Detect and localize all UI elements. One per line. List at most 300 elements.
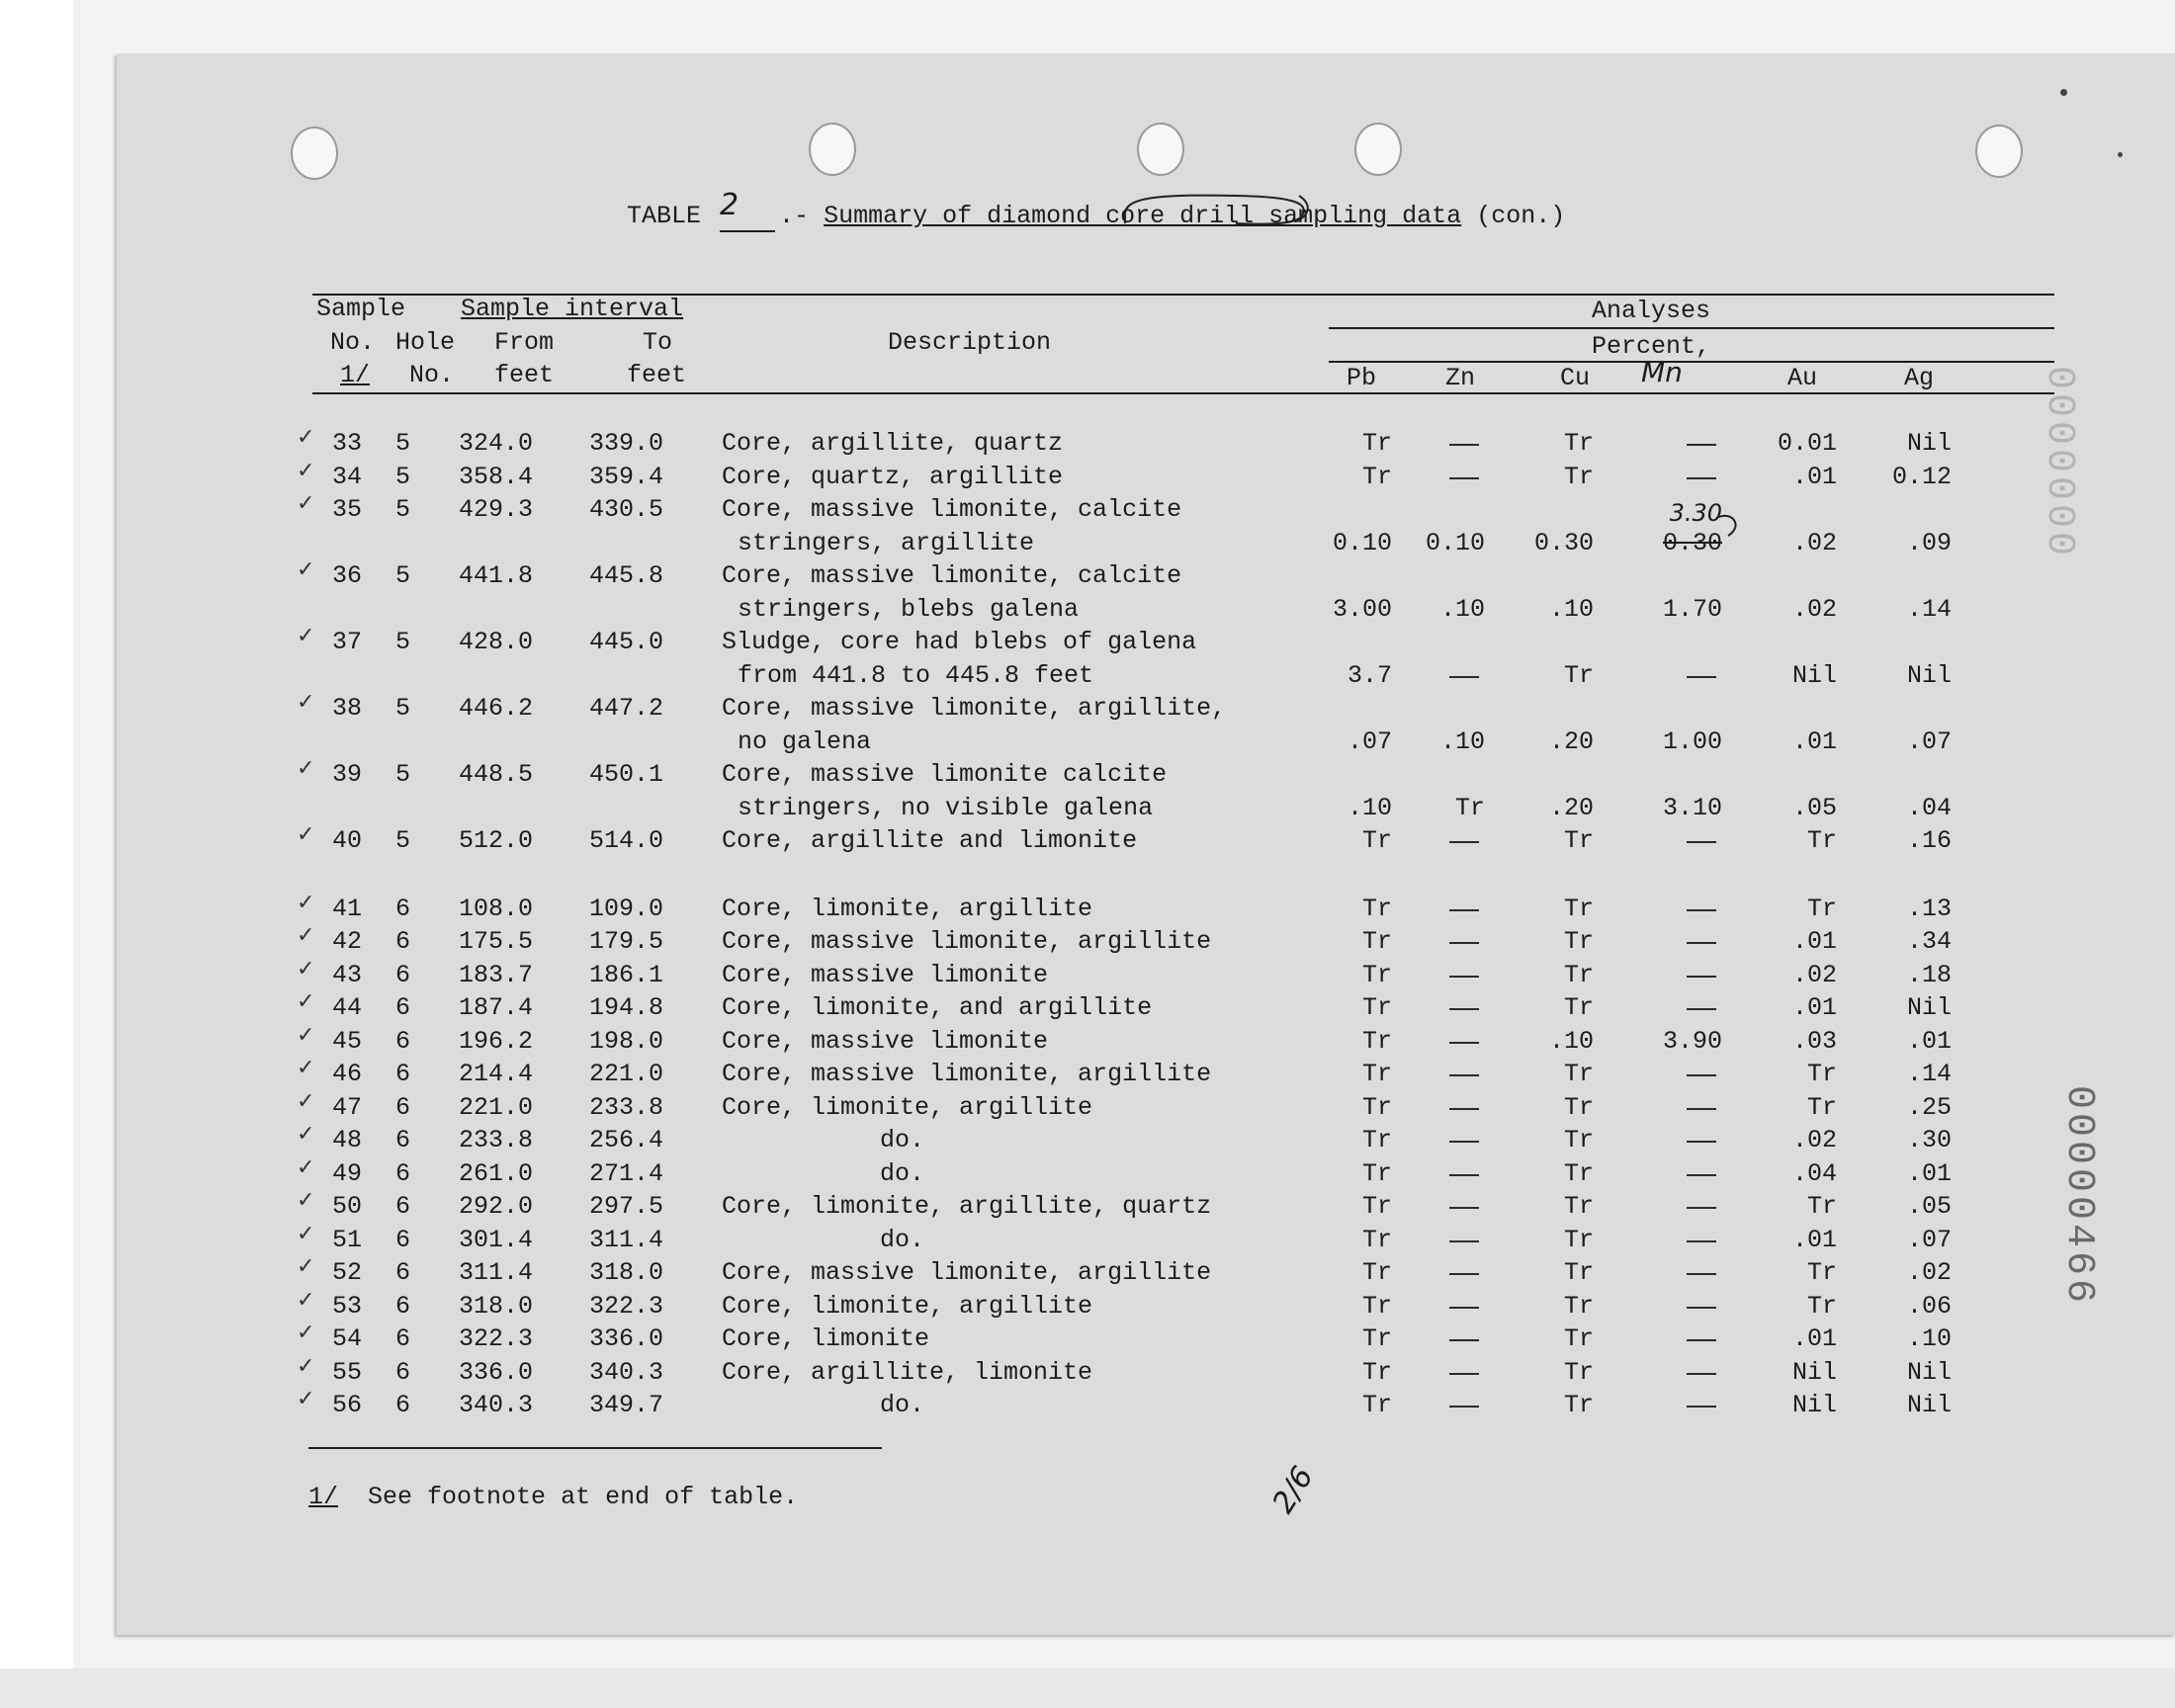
zn-dash [1449, 676, 1479, 678]
ag-value: .25 [1906, 1092, 1952, 1122]
hole-no: 5 [395, 760, 411, 789]
zn-value: .10 [1439, 594, 1485, 624]
hole-no: 6 [395, 960, 411, 989]
header-hole: Hole [395, 328, 456, 357]
to-feet: 194.8 [589, 993, 664, 1023]
hole-no: 6 [395, 927, 411, 957]
cu-value: Tr [1563, 993, 1594, 1023]
from-feet: 429.3 [459, 495, 534, 524]
au-value: .02 [1791, 960, 1837, 989]
pb-value: Tr [1361, 429, 1392, 458]
pb-value: Tr [1361, 1324, 1392, 1354]
to-feet: 297.5 [589, 1192, 664, 1222]
ag-value: 0.12 [1891, 462, 1952, 491]
mn-dash [1687, 1273, 1716, 1275]
punch-hole [809, 123, 856, 176]
mn-dash [1687, 477, 1716, 479]
hole-no: 6 [395, 1158, 411, 1188]
zn-dash [1449, 444, 1479, 446]
from-feet: 512.0 [459, 826, 534, 855]
cu-value: Tr [1563, 1324, 1594, 1354]
from-feet: 336.0 [459, 1357, 534, 1387]
description-line: Core, limonite, argillite [722, 1291, 1093, 1321]
mn-dash [1687, 1074, 1716, 1076]
hole-no: 6 [395, 1126, 411, 1155]
description-line: Core, massive limonite, calcite [722, 561, 1182, 590]
header-to: To [643, 328, 673, 357]
from-feet: 318.0 [459, 1291, 534, 1321]
punch-hole [291, 127, 338, 180]
sample-no: 49 [332, 1158, 363, 1188]
to-feet: 179.5 [589, 927, 664, 957]
header-bottom-rule [312, 392, 2054, 394]
analyses-rule [1329, 327, 2054, 329]
check-mark-icon: ✓ [297, 1188, 315, 1214]
to-feet: 339.0 [589, 429, 664, 458]
description-line: Core, limonite, argillite, quartz [722, 1192, 1212, 1222]
ag-value: .14 [1906, 1060, 1952, 1089]
zn-dash [1449, 1307, 1479, 1309]
check-mark-icon: ✓ [297, 1056, 315, 1081]
cu-value: .10 [1548, 594, 1594, 624]
sample-no: 39 [332, 760, 363, 789]
pb-value: 3.7 [1347, 660, 1392, 690]
mn-dash [1687, 1373, 1716, 1375]
sample-no: 37 [332, 628, 363, 656]
cu-value: Tr [1563, 1225, 1594, 1254]
mn-dash [1687, 942, 1716, 944]
ag-value: .07 [1906, 726, 1952, 756]
sample-no: 40 [332, 826, 363, 855]
check-mark-icon: ✓ [297, 557, 315, 582]
au-value: .01 [1791, 726, 1837, 756]
au-value: .02 [1791, 594, 1837, 624]
ag-value: .01 [1906, 1158, 1952, 1188]
title-label: TABLE [627, 202, 702, 230]
footnote-text: See footnote at end of table. [368, 1483, 799, 1511]
to-feet: 109.0 [589, 894, 664, 923]
mn-dash [1687, 1240, 1716, 1242]
header-analyses: Analyses [1592, 297, 1711, 325]
footnote-rule [308, 1447, 882, 1449]
check-mark-icon: ✓ [297, 822, 315, 847]
au-value: .04 [1791, 1158, 1837, 1188]
hole-no: 5 [395, 495, 411, 524]
title-separator: .- [779, 202, 810, 230]
pb-value: Tr [1361, 927, 1392, 957]
sample-no: 33 [332, 429, 363, 458]
to-feet: 221.0 [589, 1060, 664, 1089]
zn-dash [1449, 477, 1479, 479]
cu-value: Tr [1563, 1391, 1594, 1420]
au-value: Tr [1806, 1258, 1837, 1288]
description-line: Core, massive limonite [722, 960, 1049, 989]
mn-value: 3.90 [1662, 1026, 1722, 1056]
header-percent: Percent, [1592, 332, 1711, 361]
sample-no: 43 [332, 960, 363, 989]
hole-no: 5 [395, 561, 411, 590]
to-feet: 186.1 [589, 960, 664, 989]
cu-value: Tr [1563, 1092, 1594, 1122]
check-mark-icon: ✓ [297, 756, 315, 781]
mn-value: 1.00 [1662, 726, 1722, 756]
from-feet: 301.4 [459, 1225, 534, 1254]
ag-value: .30 [1906, 1126, 1952, 1155]
pb-value: Tr [1361, 462, 1392, 491]
cu-value: Tr [1563, 1357, 1594, 1387]
table-title [627, 188, 1566, 232]
to-feet: 340.3 [589, 1357, 664, 1387]
check-mark-icon: ✓ [297, 1353, 315, 1379]
description-line: Core, argillite, quartz [722, 429, 1064, 458]
cu-value: .10 [1548, 1026, 1594, 1056]
sample-no: 55 [332, 1357, 363, 1387]
au-value: .05 [1791, 793, 1837, 822]
ag-value: Nil [1906, 1357, 1952, 1387]
to-feet: 359.4 [589, 462, 664, 491]
check-mark-icon: ✓ [297, 989, 315, 1015]
header-sample-footnote: 1/ [340, 361, 371, 389]
pb-value: Tr [1361, 1158, 1392, 1188]
description-line: Core, massive limonite, argillite [722, 1258, 1212, 1288]
ag-value: .18 [1906, 960, 1952, 989]
to-feet: 430.5 [589, 495, 664, 524]
zn-value: .10 [1439, 726, 1485, 756]
mn-value: 0.30 [1662, 528, 1722, 557]
header-from: From [494, 328, 555, 357]
pb-value: Tr [1361, 1126, 1392, 1155]
mn-dash [1687, 1141, 1716, 1143]
pb-value: Tr [1361, 1026, 1392, 1056]
cu-value: Tr [1563, 1158, 1594, 1188]
description-line: Core, argillite, limonite [722, 1357, 1093, 1387]
from-feet: 358.4 [459, 462, 534, 491]
hole-no: 6 [395, 1225, 411, 1254]
hole-no: 6 [395, 1192, 411, 1222]
au-value: Nil [1791, 1391, 1837, 1420]
from-feet: 233.8 [459, 1126, 534, 1155]
description-line: Core, massive limonite calcite [722, 760, 1168, 789]
zn-dash [1449, 1141, 1479, 1143]
check-mark-icon: ✓ [297, 425, 315, 450]
description-line: Core, quartz, argillite [722, 462, 1064, 491]
description-line: do. [880, 1225, 925, 1254]
header-to-unit: feet [627, 361, 687, 389]
mn-dash [1687, 1406, 1716, 1408]
mn-dash [1687, 976, 1716, 978]
to-feet: 311.4 [589, 1225, 664, 1254]
pb-value: 3.00 [1332, 594, 1392, 624]
zn-value: 0.10 [1425, 528, 1485, 557]
cu-value: Tr [1563, 1291, 1594, 1321]
pb-value: Tr [1361, 826, 1392, 855]
zn-dash [1449, 1406, 1479, 1408]
header-sample: Sample [316, 295, 406, 323]
header-mn: Mn [1641, 356, 1683, 388]
au-value: .01 [1791, 1324, 1837, 1354]
from-feet: 196.2 [459, 1026, 534, 1056]
to-feet: 256.4 [589, 1126, 664, 1155]
handwritten-page-mark: 2/6 [1265, 1460, 1321, 1520]
description-line: Core, massive limonite, argillite [722, 927, 1212, 957]
description-line: stringers, no visible galena [738, 793, 1154, 822]
to-feet: 271.4 [589, 1158, 664, 1188]
cu-value: Tr [1563, 429, 1594, 458]
to-feet: 450.1 [589, 760, 664, 789]
ag-value: .14 [1906, 594, 1952, 624]
mn-correction: 3.30 [1669, 498, 1722, 527]
sample-no: 35 [332, 495, 363, 524]
header-sample-interval: Sample interval [461, 295, 684, 323]
to-feet: 233.8 [589, 1092, 664, 1122]
au-value: 0.01 [1777, 429, 1837, 458]
title-number-blank [720, 188, 775, 232]
sample-no: 42 [332, 927, 363, 957]
from-feet: 340.3 [459, 1391, 534, 1420]
cu-value: 0.30 [1533, 528, 1594, 557]
description-line: do. [880, 1126, 925, 1155]
sample-no: 51 [332, 1225, 363, 1254]
sample-no: 45 [332, 1026, 363, 1056]
sample-no: 46 [332, 1060, 363, 1089]
au-value: Tr [1806, 1092, 1837, 1122]
hole-no: 5 [395, 826, 411, 855]
ag-value: .16 [1906, 826, 1952, 855]
check-mark-icon: ✓ [297, 1122, 315, 1148]
cu-value: .20 [1548, 793, 1594, 822]
description-line: Core, limonite, and argillite [722, 993, 1153, 1023]
hole-no: 6 [395, 894, 411, 923]
to-feet: 336.0 [589, 1324, 664, 1354]
from-feet: 446.2 [459, 694, 534, 723]
from-feet: 448.5 [459, 760, 534, 789]
zn-dash [1449, 1373, 1479, 1375]
header-cu: Cu [1560, 364, 1591, 392]
to-feet: 198.0 [589, 1026, 664, 1056]
sample-no: 47 [332, 1092, 363, 1122]
hole-no: 6 [395, 1291, 411, 1321]
ag-value: .09 [1906, 528, 1952, 557]
to-feet: 318.0 [589, 1258, 664, 1288]
mn-value: 3.10 [1662, 793, 1722, 822]
check-mark-icon: ✓ [297, 923, 315, 949]
scan-bottom-margin [0, 1668, 2175, 1708]
cu-value: Tr [1563, 660, 1594, 690]
mn-value: 1.70 [1662, 594, 1722, 624]
zn-dash [1449, 909, 1479, 911]
description-line: Sludge, core had blebs of galena [722, 628, 1197, 656]
header-from-unit: feet [494, 361, 555, 389]
ag-value: Nil [1906, 993, 1952, 1023]
hole-no: 5 [395, 628, 411, 656]
to-feet: 445.0 [589, 628, 664, 656]
description-line: Core, limonite [722, 1324, 930, 1354]
cu-value: .20 [1548, 726, 1594, 756]
check-mark-icon: ✓ [297, 1254, 315, 1280]
zn-dash [1449, 1273, 1479, 1275]
zn-value: Tr [1454, 793, 1485, 822]
ag-value: .04 [1906, 793, 1952, 822]
cu-value: Tr [1563, 1060, 1594, 1089]
to-feet: 322.3 [589, 1291, 664, 1321]
cu-value: Tr [1563, 927, 1594, 957]
au-value: .03 [1791, 1026, 1837, 1056]
pb-value: Tr [1361, 1060, 1392, 1089]
cu-value: Tr [1563, 1192, 1594, 1222]
header-hole-no: No. [409, 361, 455, 389]
pb-value: .07 [1347, 726, 1392, 756]
au-value: .01 [1791, 462, 1837, 491]
ag-value: .13 [1906, 894, 1952, 923]
from-feet: 311.4 [459, 1258, 534, 1288]
to-feet: 447.2 [589, 694, 664, 723]
zn-dash [1449, 1174, 1479, 1176]
mn-dash [1687, 1008, 1716, 1010]
check-mark-icon: ✓ [297, 1088, 315, 1114]
hole-no: 6 [395, 1324, 411, 1354]
ink-speck [2060, 89, 2067, 96]
cu-value: Tr [1563, 960, 1594, 989]
au-value: Tr [1806, 826, 1837, 855]
hole-no: 6 [395, 993, 411, 1023]
to-feet: 445.8 [589, 561, 664, 590]
au-value: Tr [1806, 1060, 1837, 1089]
description-line: no galena [738, 726, 872, 756]
check-mark-icon: ✓ [297, 1022, 315, 1048]
header-pb: Pb [1347, 364, 1377, 392]
punch-hole [1137, 123, 1184, 176]
from-feet: 324.0 [459, 429, 534, 458]
pb-value: Tr [1361, 1357, 1392, 1387]
sample-no: 34 [332, 462, 363, 491]
sample-no: 53 [332, 1291, 363, 1321]
zn-dash [1449, 1008, 1479, 1010]
pb-value: Tr [1361, 1391, 1392, 1420]
mn-dash [1687, 909, 1716, 911]
ag-value: .02 [1906, 1258, 1952, 1288]
hole-no: 5 [395, 429, 411, 458]
hole-no: 5 [395, 694, 411, 723]
ag-value: .10 [1906, 1324, 1952, 1354]
sample-no: 50 [332, 1192, 363, 1222]
description-line: do. [880, 1158, 925, 1188]
ag-value: Nil [1906, 660, 1952, 690]
hole-no: 6 [395, 1060, 411, 1089]
from-feet: 108.0 [459, 894, 534, 923]
from-feet: 322.3 [459, 1324, 534, 1354]
header-description: Description [888, 328, 1052, 357]
scan-margin [0, 0, 73, 1708]
check-mark-icon: ✓ [297, 690, 315, 715]
from-feet: 261.0 [459, 1158, 534, 1188]
footnote-marker: 1/ [308, 1483, 339, 1511]
sample-no: 52 [332, 1258, 363, 1288]
check-mark-icon: ✓ [297, 1387, 315, 1412]
zn-dash [1449, 1074, 1479, 1076]
check-mark-icon: ✓ [297, 624, 315, 648]
ag-value: .01 [1906, 1026, 1952, 1056]
cu-value: Tr [1563, 894, 1594, 923]
to-feet: 514.0 [589, 826, 664, 855]
description-line: Core, limonite, argillite [722, 1092, 1093, 1122]
pb-value: Tr [1361, 1092, 1392, 1122]
check-mark-icon: ✓ [297, 1154, 315, 1180]
pb-value: Tr [1361, 1192, 1392, 1222]
sample-no: 36 [332, 561, 363, 590]
hole-no: 5 [395, 462, 411, 491]
description-line: Core, argillite and limonite [722, 826, 1138, 855]
from-feet: 428.0 [459, 628, 534, 656]
zn-dash [1449, 1240, 1479, 1242]
pb-value: Tr [1361, 1225, 1392, 1254]
side-stamp-lower: 00000466 [2056, 1085, 2101, 1308]
description-line: Core, massive limonite, calcite [722, 495, 1182, 524]
zn-dash [1449, 841, 1479, 843]
description-line: stringers, argillite [738, 528, 1035, 557]
cu-value: Tr [1563, 1126, 1594, 1155]
ag-value: .05 [1906, 1192, 1952, 1222]
description-line: Core, massive limonite, argillite, [722, 694, 1227, 723]
hole-no: 6 [395, 1391, 411, 1420]
check-mark-icon: ✓ [297, 890, 315, 915]
from-feet: 187.4 [459, 993, 534, 1023]
au-value: Tr [1806, 894, 1837, 923]
zn-dash [1449, 1339, 1479, 1341]
title-text: Summary of diamond core drill sampling data [824, 202, 1462, 230]
sample-no: 41 [332, 894, 363, 923]
description-line: Core, massive limonite [722, 1026, 1049, 1056]
header-ag: Ag [1904, 364, 1935, 392]
percent-rule [1329, 361, 2054, 363]
au-value: .01 [1791, 993, 1837, 1023]
ag-value: .06 [1906, 1291, 1952, 1321]
from-feet: 292.0 [459, 1192, 534, 1222]
description-line: Core, massive limonite, argillite [722, 1060, 1212, 1089]
hole-no: 6 [395, 1357, 411, 1387]
ag-value: Nil [1906, 1391, 1952, 1420]
mn-dash [1687, 1174, 1716, 1176]
mn-dash [1687, 1307, 1716, 1309]
side-stamp-upper: 0000000 [2037, 366, 2081, 560]
mn-dash [1687, 444, 1716, 446]
pb-value: Tr [1361, 960, 1392, 989]
sample-no: 38 [332, 694, 363, 723]
zn-dash [1449, 1108, 1479, 1110]
au-value: .01 [1791, 1225, 1837, 1254]
hole-no: 6 [395, 1026, 411, 1056]
zn-dash [1449, 942, 1479, 944]
mn-dash [1687, 1339, 1716, 1341]
pb-value: Tr [1361, 894, 1392, 923]
mn-dash [1687, 1108, 1716, 1110]
from-feet: 441.8 [459, 561, 534, 590]
au-value: Nil [1791, 660, 1837, 690]
cu-value: Tr [1563, 1258, 1594, 1288]
header-au: Au [1787, 364, 1818, 392]
au-value: Tr [1806, 1291, 1837, 1321]
sample-no: 56 [332, 1391, 363, 1420]
cu-value: Tr [1563, 826, 1594, 855]
from-feet: 175.5 [459, 927, 534, 957]
from-feet: 221.0 [459, 1092, 534, 1122]
mn-dash [1687, 1207, 1716, 1209]
check-mark-icon: ✓ [297, 458, 315, 483]
header-sample-no: No. [330, 328, 376, 357]
description-line: Core, limonite, argillite [722, 894, 1093, 923]
punch-hole [1975, 125, 2023, 178]
mn-dash [1687, 676, 1716, 678]
title-number: 2 [720, 188, 740, 222]
